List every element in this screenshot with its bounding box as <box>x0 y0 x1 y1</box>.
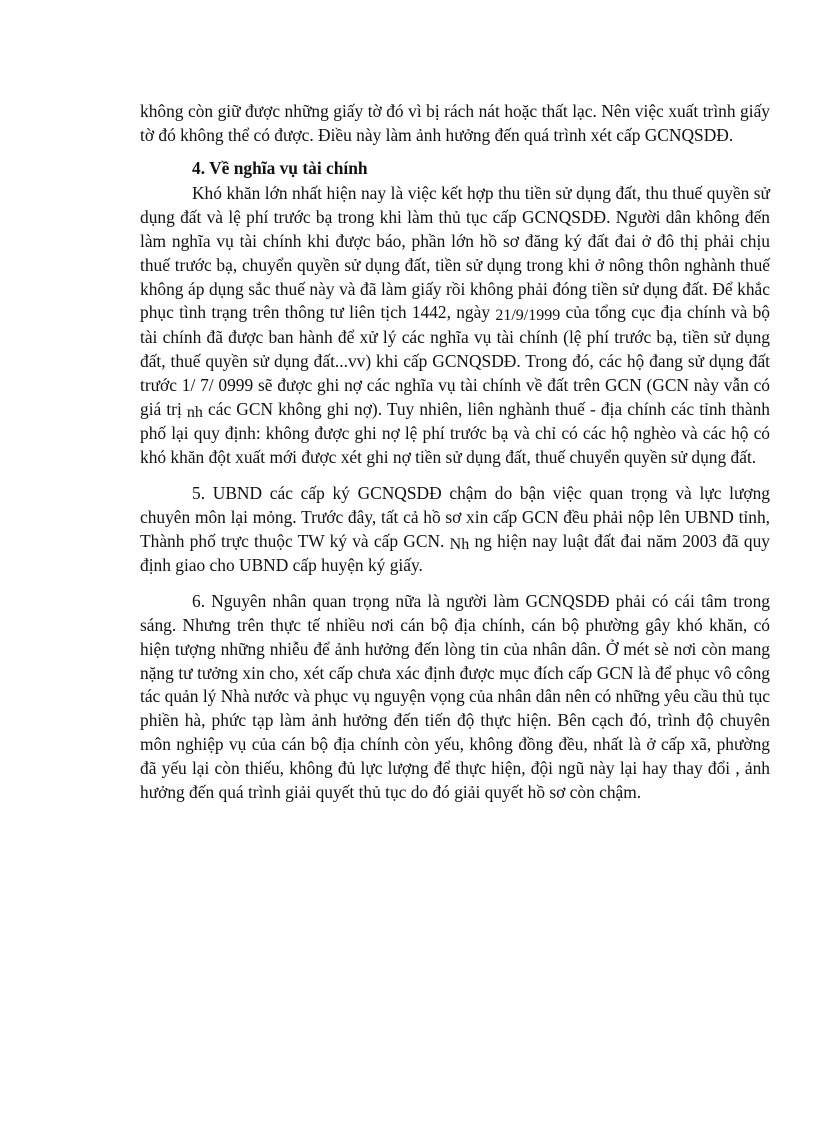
document-body <box>140 100 770 804</box>
paragraph-continued: không còn giữ được những giấy tờ đó vì bị rách nát hoặc thất lạc. Nên việc xuất trình giấy tờ đó không thể có được. Điều này làm ảnh hưởng đến quá trình xét cấp GCNQSDĐ. <box>140 101 770 145</box>
financial-text-fragment: nh <box>186 403 203 421</box>
financial-text-part-1: Khó khăn lớn nhất hiện nay là việc kết hợp thu tiền sử dụng đất, thu thuế quyền sử dụng đất và lệ phí trước bạ trong khi làm thủ tục cấp GCNQSDĐ. Người dân không đến làm nghĩa vụ tài chính khi được báo, phần lớn hồ sơ đăng ký đất đai ở đô thị phải chịu thuế trước bạ, chuyển quyền sử dụng đất, tiền sử dụng trong khi ở nông thôn nghành thuế không áp dụng sắc thuế này và đã làm giấy rồi không phải đóng tiền sử dụng đất. Để khắc phục tình trạng trên thông tư liên tịch 1442, ngày <box>140 183 770 323</box>
financial-text-part-2: của tổng cục địa chính và bộ tài chính đã được ban hành để xử lý các nghĩa vụ tài chính (lệ phí trước bạ, tiền sử dụng đất, thuế quyền sử dụng đất...vv) khi cấp GCNQSDĐ. Trong đó, các hộ đang sử dụng đất trước 1/ 7/ 0999 sẽ được ghi nợ các nghĩa vụ tài chính về đất trên GCN (GCN này vẫn có giá trị <box>140 302 770 419</box>
financial-text-part-3: các GCN không ghi nợ). Tuy nhiên, liên nghành thuế - địa chính các tỉnh thành phố lại quy định: không được ghi nợ lệ phí trước bạ và chỉ có các hộ nghèo và các hộ có khó khăn đột xuất mới được xét ghi nợ tiền sử dụng đất, thuế chuyển quyền sử dụng đất. <box>140 398 770 468</box>
paragraph-financial-obligations <box>140 182 770 470</box>
ubnd-text-fragment: Nh <box>449 535 470 553</box>
ubnd-text-part-2: ng hiện nay luật đất đai năm 2003 đã quy định giao cho UBND cấp huyện ký giấy. <box>140 530 770 576</box>
section-heading-financial-obligations: 4. Về nghĩa vụ tài chính <box>192 157 368 178</box>
paragraph-officials-attitude: 6. Nguyên nhân quan trọng nữa là người làm GCNQSDĐ phải có cái tâm trong sáng. Nhưng trên thực tế nhiều nơi cán bộ địa chính, cán bộ phường gây khó khăn, có hiện tượng những nhiễu để ảnh hưởng đến lòng tin của nhân dân. Ở mét sè nơi còn mang nặng tư tưởng xin cho, xét cấp chưa xác định được mục đích cấp GCN là để phục vô công tác quản lý Nhà nước và phục vụ nguyện vọng của nhân dân nên có những yêu cầu thủ tục phiền hà, phức tạp làm ảnh hưởng đến tiến độ thực hiện. Bên cạch đó, trình độ chuyên môn nghiệp vụ của cán bộ địa chính còn yếu, không đồng đều, nhất là ở cấp xã, phường đã yếu lại còn thiếu, không đủ lực lượng để thực hiện, đội ngũ này lại hay thay đổi , ảnh hưởng đến quá trình giải quyết thủ tục do đó giải quyết hồ sơ còn chậm. <box>140 591 770 802</box>
paragraph-gap <box>140 578 770 590</box>
paragraph-ubnd-signing <box>140 482 770 578</box>
ubnd-text-part-1: 5. UBND các cấp ký GCNQSDĐ chậm do bận việc quan trọng và lực lượng chuyên môn lại mỏng. Trước đây, tất cả hồ sơ xin cấp GCN đều phải nộp lên UBND tỉnh, Thành phố trực thuộc TW ký và cấp GCN. <box>140 482 770 551</box>
circular-date: 21/9/1999 <box>495 307 561 325</box>
paragraph-gap <box>140 470 770 482</box>
